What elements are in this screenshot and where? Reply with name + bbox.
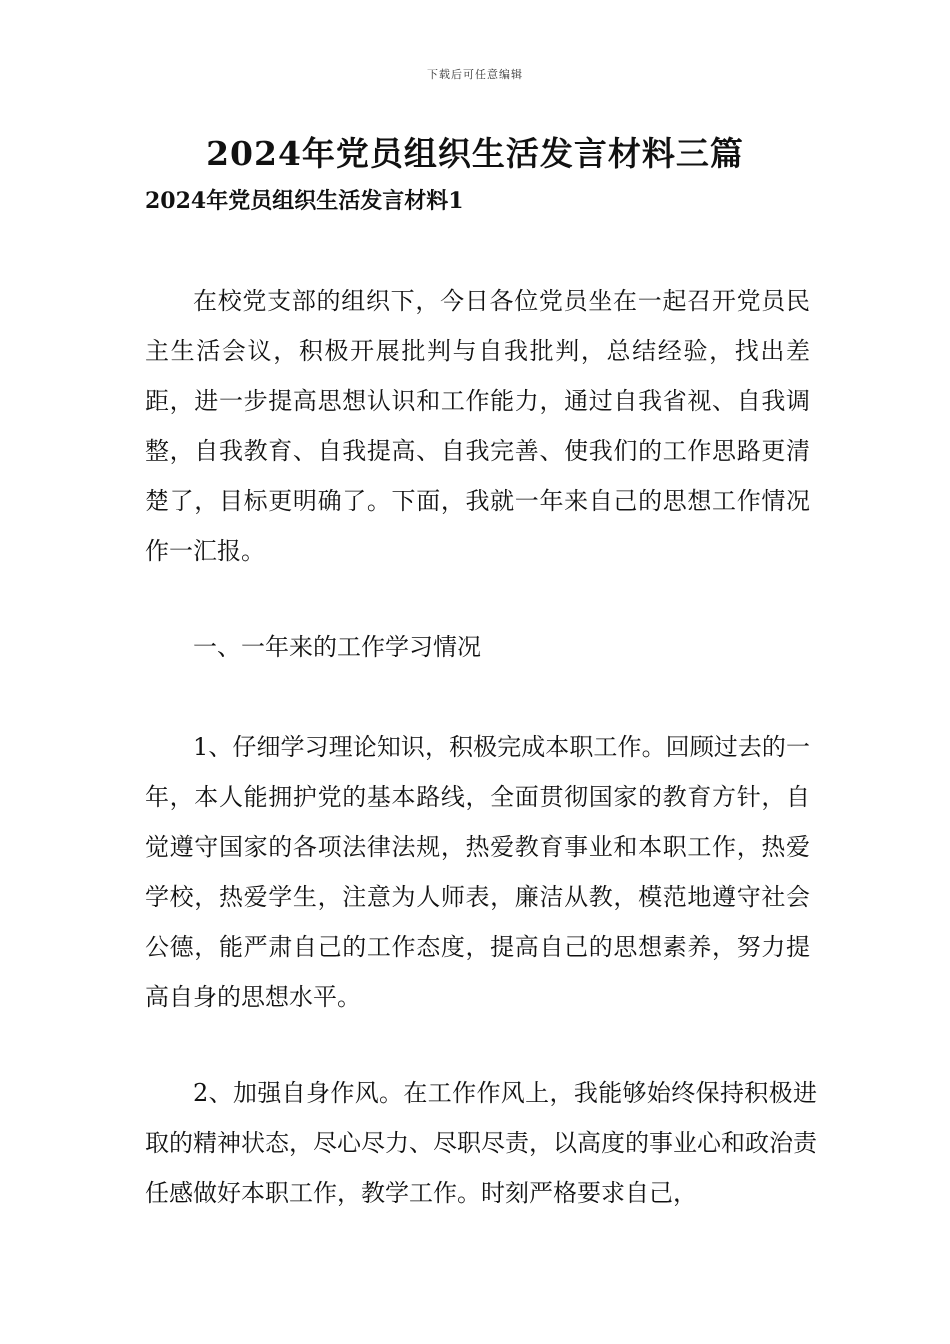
document-title: 2024年党员组织生活发言材料三篇: [206, 134, 744, 173]
heading-work-study: 一、一年来的工作学习情况: [193, 633, 481, 661]
intro-paragraph: 在校党支部的组织下，今日各位党员坐在一起召开党员民主生活会议，积极开展批判与自我批判，总结经验，找出差距，进一步提高思想认识和工作能力，通过自我省视、自我调整，自我教育、自我提高、自我完善、使我们的工作思路更清楚了，目标更明确了。下面，我就一年来自己的思想工作情况作一汇报。: [145, 287, 810, 565]
section-title: 2024年党员组织生活发言材料1: [145, 188, 464, 214]
paragraph-item-2: 2、加强自身作风。在工作作风上，我能够始终保持积极进取的精神状态，尽心尽力、尽职尽责，以高度的事业心和政治责任感做好本职工作，教学工作。时刻严格要求自己，: [145, 1079, 817, 1207]
header-note: 下载后可任意编辑: [427, 68, 523, 81]
paragraph-item-1: 1、仔细学习理论知识，积极完成本职工作。回顾过去的一年，本人能拥护党的基本路线，全面贯彻国家的教育方针，自觉遵守国家的各项法律法规，热爱教育事业和本职工作，热爱学校，热爱学生，注意为人师表，廉洁从教，模范地遵守社会公德，能严肃自己的工作态度，提高自己的思想素养，努力提高自身的思想水平。: [145, 733, 810, 1011]
